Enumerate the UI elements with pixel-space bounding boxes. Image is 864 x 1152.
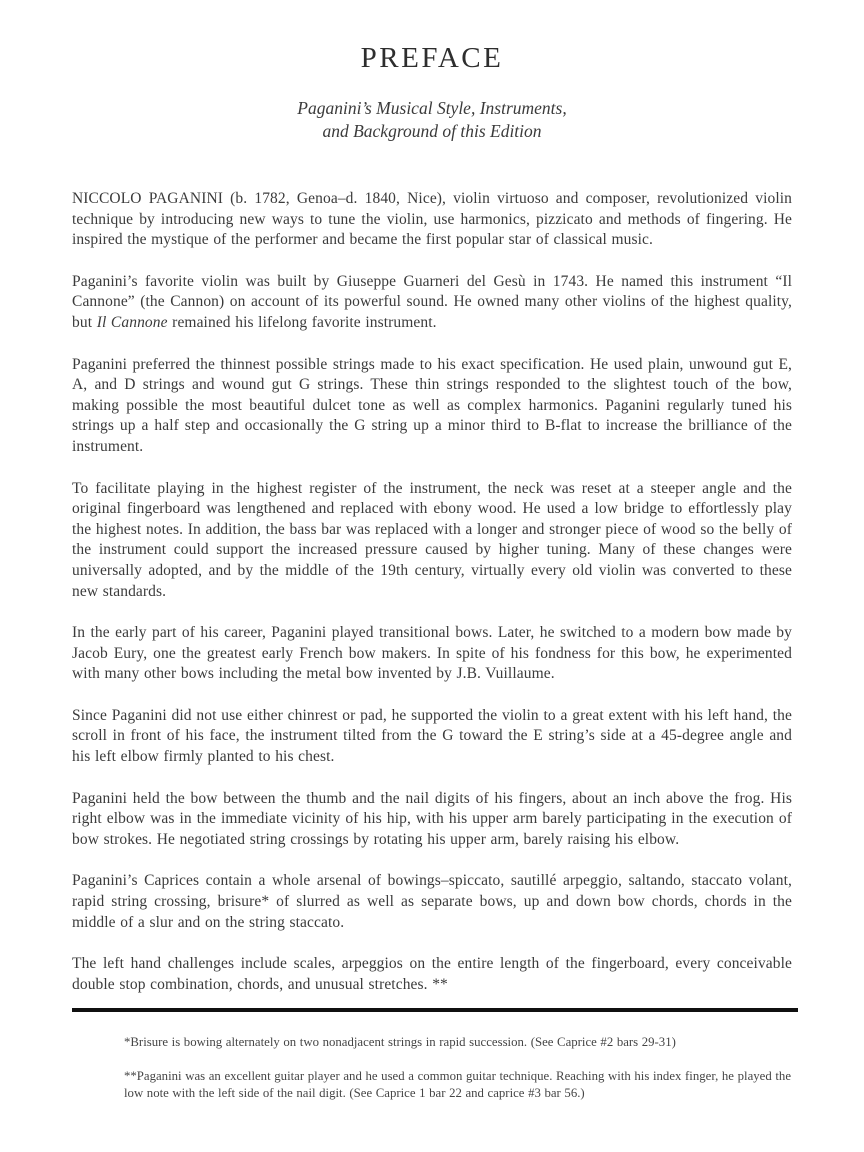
body-paragraph (72, 623, 792, 685)
body-paragraph (72, 871, 792, 933)
paragraph-text: Paganini’s Caprices contain a whole arsenal of bowings–spiccato, sautillé arpeggio, saltando, staccato volant, rapid string crossing, brisure* of slurred as well as separate bows, up and down bow chords, chords in the middle of a slur and on the string staccato. (72, 872, 792, 931)
paragraph-text: To facilitate playing in the highest register of the instrument, the neck was reset at a steeper angle and the original fingerboard was lengthened and replaced with ebony wood. He used a low bridge to effortlessly play the highest notes. In addition, the bass bar was replaced with a longer and stronger piece of wood so the belly of the instrument could support the increased pressure caused by higher tuning. Many of these changes were universally adopted, and by the middle of the 19th century, virtually every old violin was converted to these new standards. (72, 479, 792, 600)
paragraph-text: Paganini preferred the thinnest possible strings made to his exact specification. He used plain, unwound gut E, A, and D strings and wound gut G strings. These thin strings responded to the slightest touch of the bow, making possible the most beautiful dulcet tone as well as complex harmonics. Paganini regularly tuned his strings up a half step and occasionally the G string up a minor third to B-flat to increase the brilliance of the instrument. (72, 355, 792, 455)
body-paragraph (72, 954, 792, 995)
body-paragraph (72, 789, 792, 851)
body-paragraph (72, 479, 792, 603)
footnote-guitar-technique: **Paganini was an excellent guitar player and he used a common guitar technique. Reaching with his index finger, he played the low note with the left side of the nail digit. (See Caprice 1 bar 22 and caprice #3 bar 56.) (124, 1068, 791, 1100)
paragraph-text: Paganini held the bow between the thumb and the nail digits of his fingers, about an inch above the frog. His right elbow was in the immediate vicinity of his hip, with his upper arm barely participating in the execution of bow strokes. He negotiated string crossings by rotating his upper arm, barely raising his elbow. (72, 789, 792, 848)
page-title: PREFACE (360, 42, 504, 74)
footnote-brisure: *Brisure is bowing alternately on two nonadjacent strings in rapid succession. (See Caprice #2 bars 29-31) (124, 1035, 676, 1049)
footnotes (124, 1034, 791, 1103)
paragraph-text: The left hand challenges include scales, arpeggios on the entire length of the fingerboard, every conceivable double stop combination, chords, and unusual stretches. ** (72, 955, 792, 993)
page-content (72, 0, 792, 1016)
paragraph-text: remained his lifelong favorite instrument. (167, 313, 437, 331)
body-paragraph (72, 355, 792, 458)
paragraph-text: NICCOLO PAGANINI (b. 1782, Genoa–d. 1840, Nice), violin virtuoso and composer, revolutionized violin technique by introducing new ways to tune the violin, use harmonics, pizzicato and methods of fingering. He inspired the mystique of the performer and became the first popular star of classical music. (72, 190, 792, 249)
subtitle-line-2: and Background of this Edition (322, 121, 542, 141)
paragraph-text: Paganini’s favorite violin was built by Giuseppe Guarneri del Gesù in 1743. He named this instrument “Il Cannone” (the Cannon) on account of its powerful sound. He owned many other violins of the highest quality, but (72, 272, 792, 331)
body-paragraph (72, 189, 792, 251)
subtitle-line-1: Paganini’s Musical Style, Instruments, (297, 98, 567, 118)
italic-text: Il Cannone (96, 313, 168, 331)
page-subtitle (72, 97, 792, 143)
paragraph-text: Since Paganini did not use either chinrest or pad, he supported the violin to a great extent with his left hand, the scroll in front of his face, the instrument tilted from the G toward the E string’s side at a 45-degree angle and his left elbow firmly planted to his chest. (72, 706, 792, 766)
footnote-section (72, 1008, 798, 1119)
body-paragraph (72, 272, 792, 334)
paragraph-text: In the early part of his career, Paganini played transitional bows. Later, he switched to a modern bow made by Jacob Eury, one the greatest early French bow makers. In spite of his fondness for this bow, he experimented with many other bows including the metal bow invented by J.B. Vuillaume. (72, 624, 792, 683)
body-text (72, 189, 792, 995)
body-paragraph (72, 706, 792, 768)
footnote-divider-rule (72, 1008, 798, 1012)
